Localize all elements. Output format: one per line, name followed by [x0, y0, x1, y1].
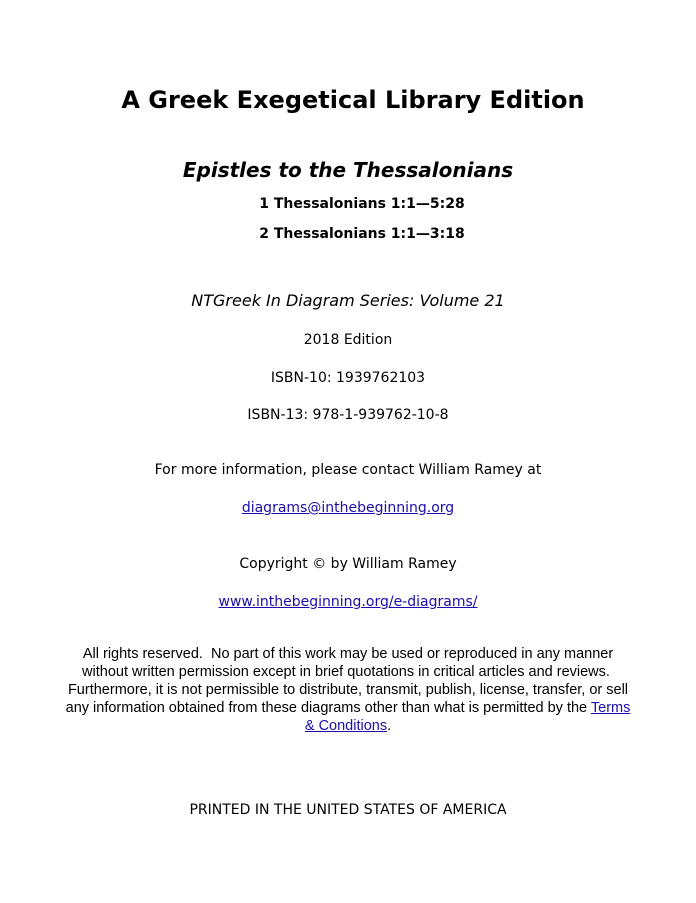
- email-link[interactable]: diagrams@inthebeginning.org: [241, 500, 455, 516]
- edition-label: 2018 Edition: [303, 332, 393, 348]
- contact-text: For more information, please contact William Ramey at: [154, 462, 542, 478]
- book-title: Epistles to the Thessalonians: [182, 158, 514, 182]
- isbn-13: ISBN-13: 978-1-939762-10-8: [247, 407, 449, 423]
- rights-text: All rights reserved. No part of this work may be used or reproduced in any manner without written permission except in brief quotations in critical articles and reviews. Furthermore, it is not permissible to distribute, transmit, publish, license, transfer, or sell any information obtained from these diagrams other than what is permitted by the: [65, 646, 629, 716]
- series-title: A Greek Exegetical Library Edition: [121, 86, 585, 114]
- copyright-text: Copyright © by William Ramey: [239, 556, 457, 572]
- email-line: [0, 498, 696, 518]
- rights-paragraph: [60, 645, 636, 735]
- rights-text-end: .: [387, 718, 392, 734]
- printed-notice: PRINTED IN THE UNITED STATES OF AMERICA: [189, 802, 507, 818]
- volume-title: NTGreek In Diagram Series: Volume 21: [191, 291, 505, 310]
- isbn-10: ISBN-10: 1939762103: [270, 370, 426, 386]
- terms-conditions-link[interactable]: Terms & Conditions: [304, 700, 631, 734]
- website-line: [0, 592, 696, 612]
- scripture-range-1: 1 Thessalonians 1:1—5:28: [259, 196, 465, 212]
- scripture-range-2: 2 Thessalonians 1:1—3:18: [259, 226, 465, 242]
- website-link[interactable]: www.inthebeginning.org/e-diagrams/: [218, 594, 478, 610]
